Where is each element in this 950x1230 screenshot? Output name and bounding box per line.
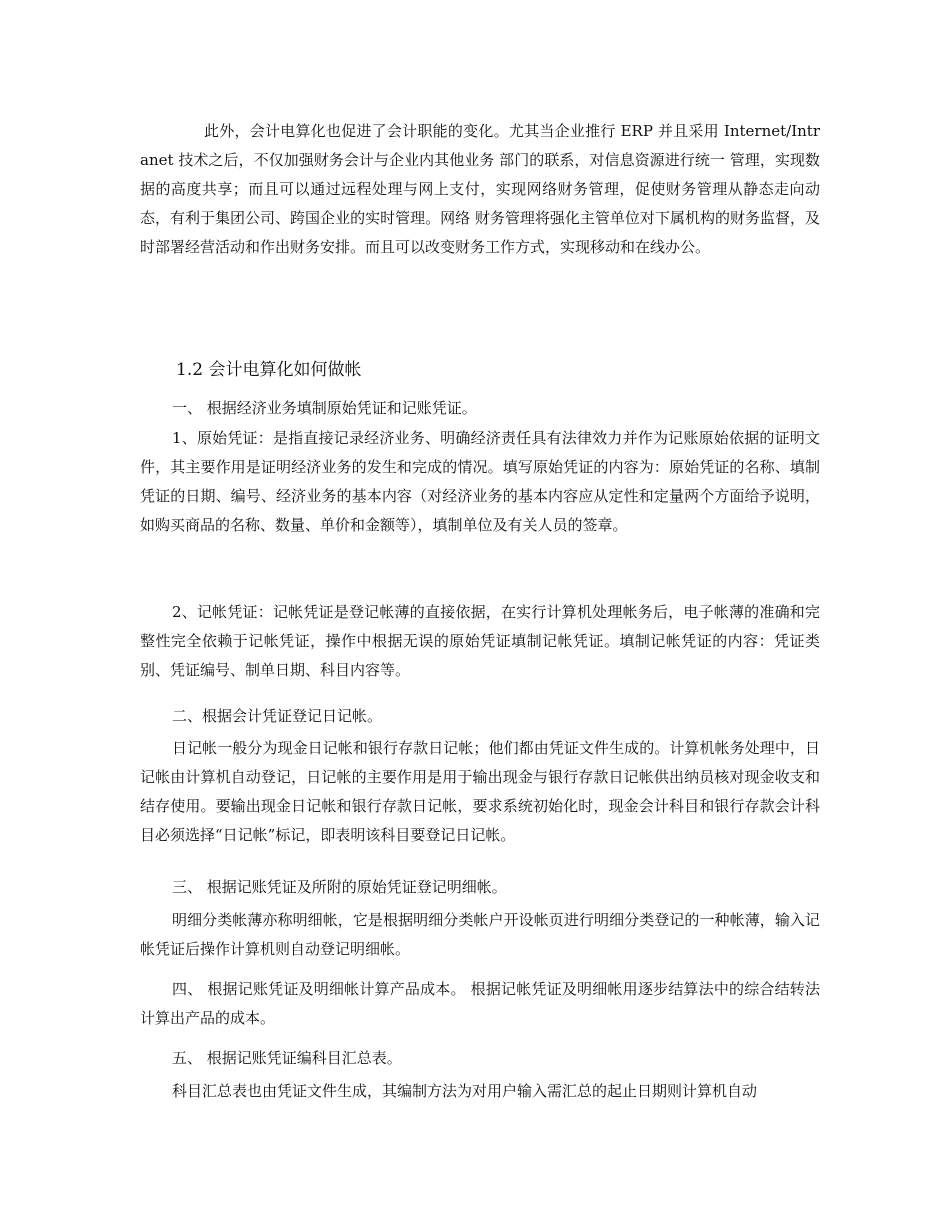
step4-paragraph: 四、 根据记账凭证及明细帐计算产品成本。 根据记帐凭证及明细帐用逐步结算法中的综合结转法计算出产品的成本。: [140, 980, 820, 1027]
step3-title: 三、 根据记账凭证及所附的原始凭证登记明细帐。: [172, 878, 507, 896]
step1-item1-paragraph: 1、原始凭证：是指直接记录经济业务、明确经济责任具有法律效力并作为记账原始依据的证明文件，其主要作用是证明经济业务的发生和完成的情况。填写原始凭证的内容为：原始凭证的名称、填制凭证的日期、编号、经济业务的基本内容（对经济业务的基本内容应从定性和定量两个方面给予说明，如购买商品的名称、数量、单价和金额等），填制单位及有关人员的签章。: [140, 429, 820, 534]
step1-item2-paragraph: 2、记帐凭证：记帐凭证是登记帐薄的直接依据，在实行计算机处理帐务后，电子帐薄的准确和完整性完全依赖于记帐凭证，操作中根据无误的原始凭证填制记帐凭证。填制记帐凭证的内容：凭证类别、凭证编号、制单日期、科目内容等。: [140, 603, 820, 679]
step2-body-paragraph: 日记帐一般分为现金日记帐和银行存款日记帐；他们都由凭证文件生成的。计算机帐务处理中，日记帐由计算机自动登记，日记帐的主要作用是用于输出现金与银行存款日记帐供出纳员核对现金收支和结存使用。要输出现金日记帐和银行存款日记帐，要求系统初始化时，现金会计科目和银行存款会计科目必须选择“日记帐”标记，即表明该科目要登记日记帐。: [140, 739, 820, 844]
step1-title: 一、 根据经济业务填制原始凭证和记账凭证。: [172, 399, 477, 417]
step3-body-paragraph: 明细分类帐薄亦称明细帐，它是根据明细分类帐户开设帐页进行明细分类登记的一种帐薄，输入记帐凭证后操作计算机则自动登记明细帐。: [140, 911, 820, 958]
section-heading: 1.2 会计电算化如何做帐: [176, 360, 362, 380]
intro-paragraph: 此外，会计电算化也促进了会计职能的变化。尤其当企业推行 ERP 并且采用 Internet/Intranet 技术之后，不仅加强财务会计与企业内其他业务 部门的联系，对信息资源进行统一 管理，实现数据的高度共享；而且可以通过远程处理与网上支付，实现网络财务管理，促使财务管理从静态走向动态，有利于集团公司、跨国企业的实时管理。网络 财务管理将强化主管单位对下属机构的财务监督，及时部署经营活动和作出财务安排。而且可以改变财务工作方式，实现移动和在线办公。: [140, 122, 820, 256]
step2-title: 二、根据会计凭证登记日记帐。: [172, 707, 383, 725]
step5-title: 五、 根据记账凭证编科目汇总表。: [172, 1049, 402, 1067]
step5-body-paragraph: 科目汇总表也由凭证文件生成，其编制方法为对用户输入需汇总的起止日期则计算机自动: [172, 1082, 758, 1100]
